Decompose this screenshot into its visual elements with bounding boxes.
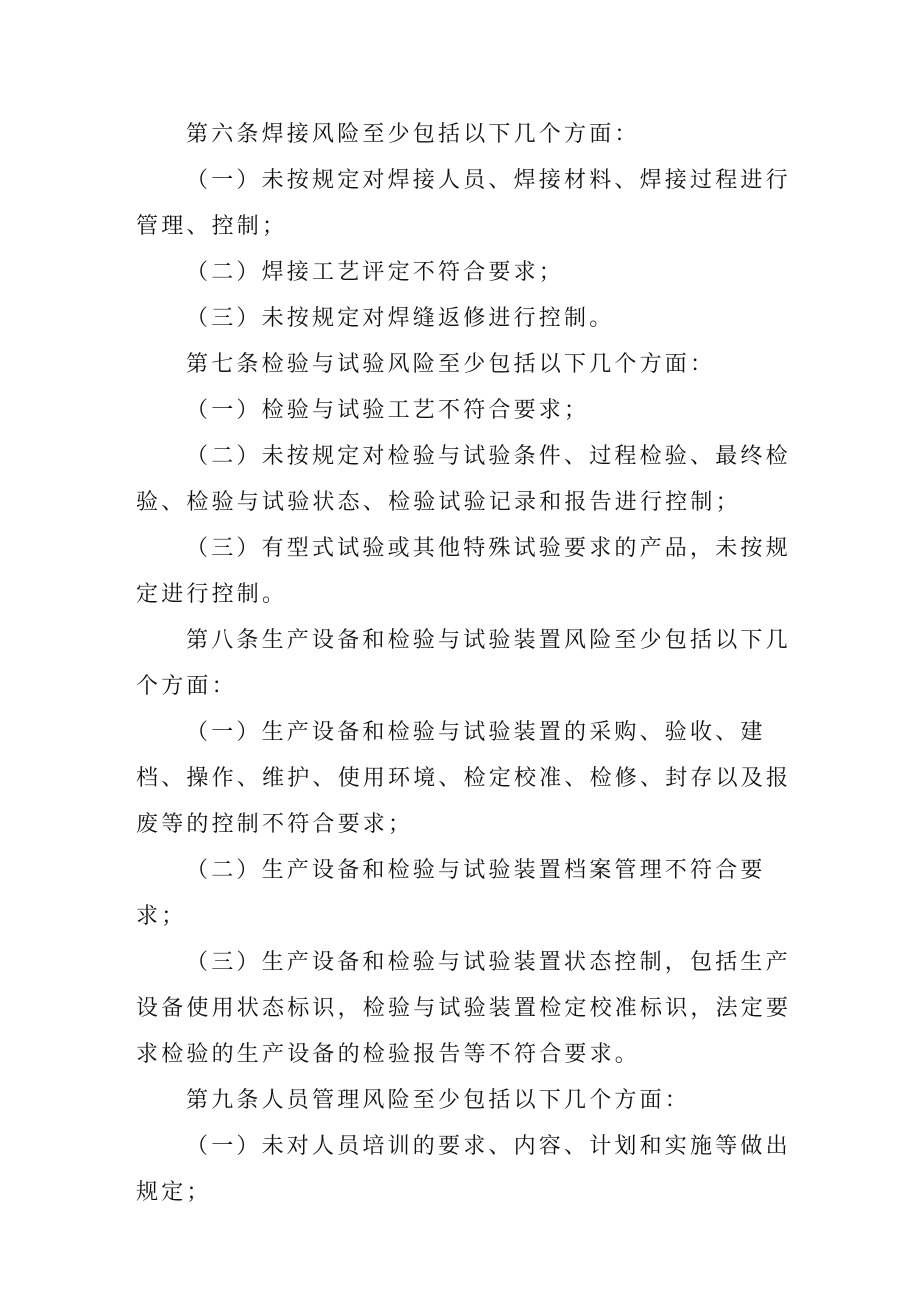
article-7-item-2: （二）未按规定对检验与试验条件、过程检验、最终检验、检验与试验状态、检验试验记录和报告进行控制；: [136, 444, 791, 515]
article-7-item-1: （一）检验与试验工艺不符合要求；: [186, 398, 590, 423]
article-6-item-1: （一）未按规定对焊接人员、焊接材料、焊接过程进行管理、控制；: [136, 168, 791, 239]
article-6-heading: 第六条焊接风险至少包括以下几个方面：: [186, 122, 640, 147]
article-7-item-3: （三）有型式试验或其他特殊试验要求的产品，未按规定进行控制。: [136, 536, 791, 607]
article-9-item-1: （一）未对人员培训的要求、内容、计划和实施等做出规定；: [136, 1134, 791, 1205]
document-body: [136, 112, 796, 1216]
article-8-item-1: （一）生产设备和检验与试验装置的采购、验收、建档、操作、维护、使用环境、检定校准、检修、封存以及报废等的控制不符合要求；: [136, 720, 792, 837]
article-8-item-2: （二）生产设备和检验与试验装置档案管理不符合要求；: [136, 858, 766, 929]
article-8-item-3: （三）生产设备和检验与试验装置状态控制，包括生产设备使用状态标识，检验与试验装置检定校准标识，法定要求检验的生产设备的检验报告等不符合要求。: [136, 950, 792, 1067]
article-6-item-2: （二）焊接工艺评定不符合要求；: [186, 260, 565, 285]
article-6-item-3: （三）未按规定对焊缝返修进行控制。: [186, 306, 615, 331]
article-9-heading: 第九条人员管理风险至少包括以下几个方面：: [186, 1088, 691, 1113]
article-7-heading: 第七条检验与试验风险至少包括以下几个方面：: [186, 352, 716, 377]
article-8-heading: 第八条生产设备和检验与试验装置风险至少包括以下几个方面：: [136, 628, 791, 699]
